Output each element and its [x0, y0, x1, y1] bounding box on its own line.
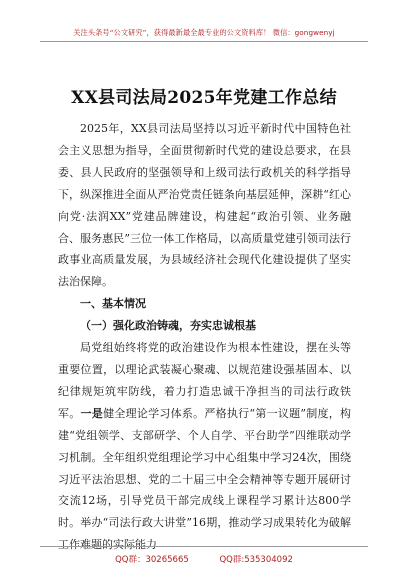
- qq-group-1: QQ群：30265665: [115, 555, 189, 565]
- document-title: XX县司法局2025年党建工作总结: [71, 88, 337, 108]
- emphasis-first-point: 一是: [80, 406, 104, 420]
- qq-group-2: QQ群:535304092: [219, 555, 293, 565]
- intro-paragraph: 2025年，XX县司法局坚持以习近平新时代中国特色社会主义思想为指导，全面贯彻新时代党的建设总要求，在县委、县人民政府的坚强领导和上级司法行政机关的科学指导下，纵深推进全面从严治党责任链条向基层延伸，深耕“红心向党·法润XX”党建品牌建设，构建起“政治引领、业务融合、服务惠民”三位一体工作格局，以高质量党建引领司法行政事业高质量发展，为县域经济社会现代化建设提供了坚实法治保障。: [58, 122, 351, 289]
- document-body: [58, 118, 351, 556]
- paragraph-text-part-1: 局党组始终将党的政治建设作为根本性建设，摆在头等重要位置，以理论武装凝心聚魂、以规范建设强基固本、以纪律规矩筑牢防线，着力打造忠诚干净担当的司法行政铁军。: [58, 341, 351, 420]
- paragraph-text-part-2: 健全理论学习体系。严格执行“第一议题”制度，构建“党组领学、支部研学、个人自学、平台助学”四维联动学习机制。全年组织党组理论学习中心组集中学习24次，围绕习近平法治思想、党的二十届三中全会精神等专题开展研讨交流12场，引导党员干部完成线上课程学习累计达800学时。举办“司法行政大讲堂”16期，推动学习成果转化为破解工作难题的实际能力: [58, 406, 352, 552]
- section-heading-basic-situation: 一、基本情况: [80, 297, 146, 311]
- body-paragraph: [58, 337, 351, 556]
- footer-divider: [40, 546, 368, 547]
- subsection-heading-political: （一）强化政治铸魂，夯实忠诚根基: [80, 319, 256, 333]
- header-divider: [40, 41, 368, 42]
- footer-contact: [0, 553, 408, 565]
- header-promo-note: 关注头条号“公文研究”，获得最新最全最专业的公文资料库！ 微信：gongwenyj: [73, 28, 335, 37]
